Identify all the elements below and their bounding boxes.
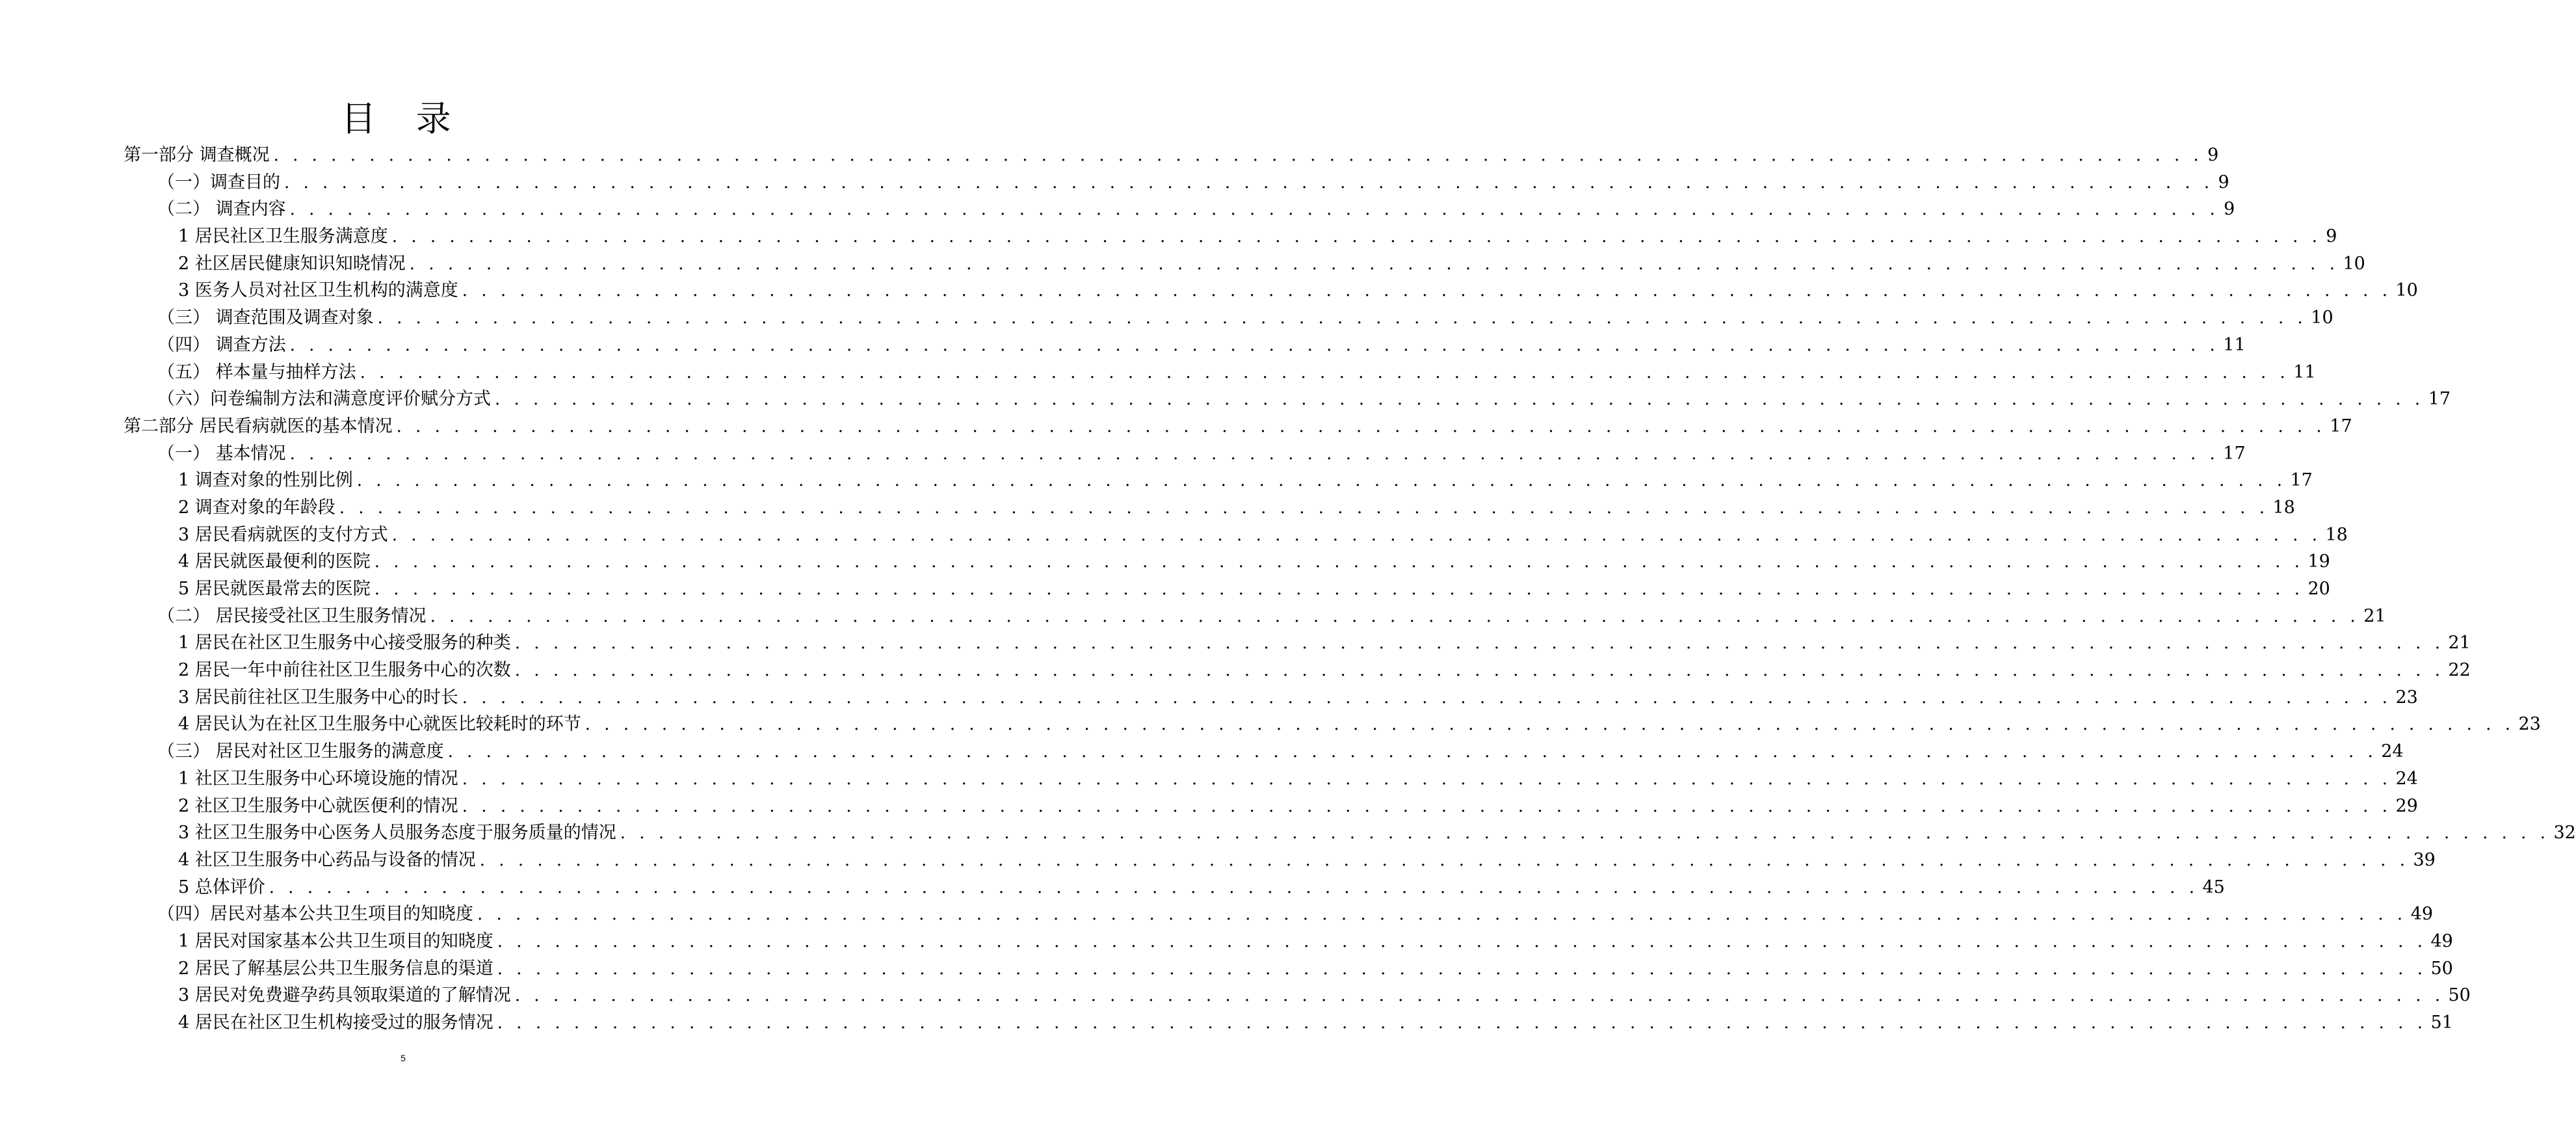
toc-entry-page: 24 bbox=[2395, 768, 2418, 789]
toc-entry[interactable] bbox=[124, 142, 2219, 169]
toc-entry-label: 2 居民一年中前往社区卫生服务中心的次数 bbox=[178, 660, 511, 681]
toc-entry-label: 1 居民社区卫生服务满意度 bbox=[178, 226, 388, 247]
toc-entry-label: 1 居民对国家基本公共卫生项目的知晓度 bbox=[178, 931, 493, 951]
toc-entry-label: 第二部分 居民看病就医的基本情况 bbox=[124, 416, 393, 436]
toc-dot-leader: . . . . . . . . . . . . . . . . . . . . . . . . . . . . . . . . . . . . . . . . . . . . . . . . . . . . . . . . . . . . . . . . . . . . . . . . . . . . . . . . . . . . . . . . . . . . . . . . . . . . . bbox=[289, 200, 2220, 220]
toc-dot-leader: . . . . . . . . . . . . . . . . . . . . . . . . . . . . . . . . . . . . . . . . . . . . . . . . . . . . . . . . . . . . . . . . . . . . . . . . . . . . . . . . . . . . . . . . . . . . . . . . . . . . . bbox=[514, 986, 2445, 1006]
toc-entry[interactable] bbox=[124, 196, 2235, 223]
toc-entry-label: 1 社区卫生服务中心环境设施的情况 bbox=[178, 768, 458, 789]
toc-entry-page: 45 bbox=[2202, 877, 2225, 897]
toc-entry-label: 1 调查对象的性别比例 bbox=[178, 470, 353, 491]
toc-entry[interactable] bbox=[124, 304, 2333, 332]
toc-entry-label: （一） 基本情况 bbox=[157, 443, 286, 464]
toc-entry[interactable] bbox=[124, 955, 2453, 983]
toc-entry-page: 21 bbox=[2448, 633, 2471, 654]
toc-dot-leader: . . . . . . . . . . . . . . . . . . . . . . . . . . . . . . . . . . . . . . . . . . . . . . . . . . . . . . . . . . . . . . . . . . . . . . . . . . . . . . . . . . . . . . . . . . . . . . . . . . . . . bbox=[377, 308, 2307, 328]
toc-entry[interactable] bbox=[124, 793, 2418, 820]
toc-entry[interactable] bbox=[124, 711, 2541, 738]
toc-entry-label: （六）问卷编制方法和满意度评价赋分方式 bbox=[157, 389, 491, 410]
toc-dot-leader: . . . . . . . . . . . . . . . . . . . . . . . . . . . . . . . . . . . . . . . . . . . . . . . . . . . . . . . . . . . . . . . . . . . . . . . . . . . . . . . . . . . . . . . . . . . . . . . . . . . . . bbox=[514, 661, 2445, 681]
toc-entry-page: 29 bbox=[2395, 795, 2418, 816]
toc-entry-label: 4 居民就医最便利的医院 bbox=[178, 551, 371, 572]
toc-entry-page: 9 bbox=[2207, 145, 2219, 165]
toc-entry-page: 49 bbox=[2430, 931, 2453, 951]
table-of-contents bbox=[124, 142, 2576, 1037]
toc-entry[interactable] bbox=[124, 765, 2418, 793]
toc-entry-label: 2 社区卫生服务中心就医便利的情况 bbox=[178, 795, 458, 816]
toc-dot-leader: . . . . . . . . . . . . . . . . . . . . . . . . . . . . . . . . . . . . . . . . . . . . . . . . . . . . . . . . . . . . . . . . . . . . . . . . . . . . . . . . . . . . . . . . . . . . . . . . . . . . . bbox=[477, 905, 2407, 925]
toc-entry-page: 39 bbox=[2413, 849, 2436, 870]
toc-entry-label: （五） 样本量与抽样方法 bbox=[157, 362, 356, 382]
toc-entry-page: 9 bbox=[2224, 199, 2235, 220]
toc-dot-leader: . . . . . . . . . . . . . . . . . . . . . . . . . . . . . . . . . . . . . . . . . . . . . . . . . . . . . . . . . . . . . . . . . . . . . . . . . . . . . . . . . . . . . . . . . . . . . . . . . . . . . bbox=[462, 687, 2392, 708]
toc-entry[interactable] bbox=[124, 738, 2404, 765]
toc-dot-leader: . . . . . . . . . . . . . . . . . . . . . . . . . . . . . . . . . . . . . . . . . . . . . . . . . . . . . . . . . . . . . . . . . . . . . . . . . . . . . . . . . . . . . . . . . . . . . . . . . . . . . bbox=[585, 715, 2515, 735]
toc-entry[interactable] bbox=[124, 494, 2295, 522]
toc-dot-leader: . . . . . . . . . . . . . . . . . . . . . . . . . . . . . . . . . . . . . . . . . . . . . . . . . . . . . . . . . . . . . . . . . . . . . . . . . . . . . . . . . . . . . . . . . . . . . . . . . . . . . bbox=[284, 172, 2214, 192]
toc-entry-label: 5 居民就医最常去的医院 bbox=[178, 579, 371, 599]
toc-dot-leader: . . . . . . . . . . . . . . . . . . . . . . . . . . . . . . . . . . . . . . . . . . . . . . . . . . . . . . . . . . . . . . . . . . . . . . . . . . . . . . . . . . . . . . . . . . . . . . . . . . . . . bbox=[462, 796, 2392, 816]
toc-entry[interactable] bbox=[124, 901, 2434, 928]
toc-entry[interactable] bbox=[124, 630, 2471, 657]
toc-entry[interactable] bbox=[124, 223, 2337, 250]
toc-entry-label: 第一部分 调查概况 bbox=[124, 145, 270, 165]
toc-entry[interactable] bbox=[124, 847, 2436, 874]
toc-entry-label: （三） 调查范围及调查对象 bbox=[157, 308, 374, 328]
toc-entry[interactable] bbox=[124, 359, 2316, 386]
toc-entry-label: 2 调查对象的年龄段 bbox=[178, 497, 335, 518]
toc-entry[interactable] bbox=[124, 277, 2418, 304]
toc-entry[interactable] bbox=[124, 467, 2313, 494]
toc-dot-leader: . . . . . . . . . . . . . . . . . . . . . . . . . . . . . . . . . . . . . . . . . . . . . . . . . . . . . . . . . . . . . . . . . . . . . . . . . . . . . . . . . . . . . . . . . . . . . . . . . . . . . bbox=[374, 579, 2304, 599]
toc-entry[interactable] bbox=[124, 928, 2453, 955]
toc-entry[interactable] bbox=[124, 1009, 2453, 1037]
toc-entry-page: 11 bbox=[2293, 362, 2316, 382]
toc-entry-label: 3 居民前往社区卫生服务中心的时长 bbox=[178, 687, 458, 708]
toc-dot-leader: . . . . . . . . . . . . . . . . . . . . . . . . . . . . . . . . . . . . . . . . . . . . . . . . . . . . . . . . . . . . . . . . . . . . . . . . . . . . . . . . . . . . . . . . . . . . . . . . . . . . . bbox=[495, 390, 2425, 410]
toc-dot-leader: . . . . . . . . . . . . . . . . . . . . . . . . . . . . . . . . . . . . . . . . . . . . . . . . . . . . . . . . . . . . . . . . . . . . . . . . . . . . . . . . . . . . . . . . . . . . . . . . . . . . . bbox=[430, 606, 2360, 626]
toc-entry[interactable] bbox=[124, 169, 2229, 196]
toc-entry[interactable] bbox=[124, 440, 2246, 468]
toc-entry-label: 5 总体评价 bbox=[178, 877, 265, 897]
toc-entry-page: 17 bbox=[2428, 389, 2451, 410]
toc-entry-page: 20 bbox=[2307, 579, 2330, 599]
toc-dot-leader: . . . . . . . . . . . . . . . . . . . . . . . . . . . . . . . . . . . . . . . . . . . . . . . . . . . . . . . . . . . . . . . . . . . . . . . . . . . . . . . . . . . . . . . . . . . . . . . . . . . . . bbox=[391, 525, 2322, 545]
toc-entry-page: 32 bbox=[2553, 823, 2576, 843]
toc-entry[interactable] bbox=[124, 603, 2386, 630]
toc-entry-label: （三） 居民对社区卫生服务的满意度 bbox=[157, 741, 444, 762]
toc-entry-page: 9 bbox=[2218, 172, 2229, 192]
toc-entry-label: 1 居民在社区卫生服务中心接受服务的种类 bbox=[178, 633, 511, 654]
toc-entry-label: 3 社区卫生服务中心医务人员服务态度于服务质量的情况 bbox=[178, 823, 616, 843]
toc-dot-leader: . . . . . . . . . . . . . . . . . . . . . . . . . . . . . . . . . . . . . . . . . . . . . . . . . . . . . . . . . . . . . . . . . . . . . . . . . . . . . . . . . . . . . . . . . . . . . . . . . . . . . bbox=[396, 416, 2326, 436]
toc-entry-page: 18 bbox=[2272, 497, 2295, 518]
toc-entry-page: 17 bbox=[2330, 416, 2352, 436]
toc-entry[interactable] bbox=[124, 522, 2348, 549]
toc-dot-leader: . . . . . . . . . . . . . . . . . . . . . . . . . . . . . . . . . . . . . . . . . . . . . . . . . . . . . . . . . . . . . . . . . . . . . . . . . . . . . . . . . . . . . . . . . . . . . . . . . . . . . bbox=[497, 1013, 2427, 1033]
toc-dot-leader: . . . . . . . . . . . . . . . . . . . . . . . . . . . . . . . . . . . . . . . . . . . . . . . . . . . . . . . . . . . . . . . . . . . . . . . . . . . . . . . . . . . . . . . . . . . . . . . . . . . . . bbox=[497, 959, 2427, 979]
toc-entry-label: （二） 调查内容 bbox=[157, 199, 286, 220]
toc-entry[interactable] bbox=[124, 386, 2451, 413]
toc-dot-leader: . . . . . . . . . . . . . . . . . . . . . . . . . . . . . . . . . . . . . . . . . . . . . . . . . . . . . . . . . . . . . . . . . . . . . . . . . . . . . . . . . . . . . . . . . . . . . . . . . . . . . bbox=[462, 769, 2392, 789]
toc-entry-page: 17 bbox=[2290, 470, 2313, 491]
page-number: 5 bbox=[401, 1053, 406, 1063]
toc-entry-label: 4 居民在社区卫生机构接受过的服务情况 bbox=[178, 1013, 493, 1033]
toc-dot-leader: . . . . . . . . . . . . . . . . . . . . . . . . . . . . . . . . . . . . . . . . . . . . . . . . . . . . . . . . . . . . . . . . . . . . . . . . . . . . . . . . . . . . . . . . . . . . . . . . . . . . . bbox=[269, 877, 2199, 897]
toc-entry-label: （四）居民对基本公共卫生项目的知晓度 bbox=[157, 904, 473, 925]
toc-dot-leader: . . . . . . . . . . . . . . . . . . . . . . . . . . . . . . . . . . . . . . . . . . . . . . . . . . . . . . . . . . . . . . . . . . . . . . . . . . . . . . . . . . . . . . . . . . . . . . . . . . . . . bbox=[620, 823, 2550, 843]
toc-entry[interactable] bbox=[124, 684, 2418, 711]
toc-entry-label: 4 居民认为在社区卫生服务中心就医比较耗时的环节 bbox=[178, 714, 581, 735]
toc-entry-label: 3 居民看病就医的支付方式 bbox=[178, 524, 388, 545]
toc-entry-page: 18 bbox=[2325, 524, 2348, 545]
toc-entry[interactable] bbox=[124, 874, 2225, 901]
toc-entry-page: 51 bbox=[2430, 1013, 2453, 1033]
toc-entry-page: 24 bbox=[2381, 741, 2404, 762]
toc-entry-page: 49 bbox=[2410, 904, 2434, 925]
toc-entry[interactable] bbox=[124, 657, 2471, 684]
toc-dot-leader: . . . . . . . . . . . . . . . . . . . . . . . . . . . . . . . . . . . . . . . . . . . . . . . . . . . . . . . . . . . . . . . . . . . . . . . . . . . . . . . . . . . . . . . . . . . . . . . . . . . . . bbox=[479, 850, 2410, 870]
toc-entry-page: 10 bbox=[2395, 280, 2418, 301]
toc-dot-leader: . . . . . . . . . . . . . . . . . . . . . . . . . . . . . . . . . . . . . . . . . . . . . . . . . . . . . . . . . . . . . . . . . . . . . . . . . . . . . . . . . . . . . . . . . . . . . . . . . . . . . bbox=[356, 471, 2287, 491]
toc-entry-page: 23 bbox=[2518, 714, 2541, 735]
toc-entry[interactable] bbox=[124, 332, 2246, 359]
toc-dot-leader: . . . . . . . . . . . . . . . . . . . . . . . . . . . . . . . . . . . . . . . . . . . . . . . . . . . . . . . . . . . . . . . . . . . . . . . . . . . . . . . . . . . . . . . . . . . . . . . . . . . . . bbox=[289, 444, 2220, 464]
toc-dot-leader: . . . . . . . . . . . . . . . . . . . . . . . . . . . . . . . . . . . . . . . . . . . . . . . . . . . . . . . . . . . . . . . . . . . . . . . . . . . . . . . . . . . . . . . . . . . . . . . . . . . . . bbox=[360, 362, 2290, 382]
toc-entry[interactable] bbox=[124, 819, 2576, 847]
toc-entry-page: 22 bbox=[2448, 660, 2471, 681]
page-title: 目 录 bbox=[341, 98, 466, 139]
toc-entry-label: 3 医务人员对社区卫生机构的满意度 bbox=[178, 280, 458, 301]
toc-entry-label: 2 居民了解基层公共卫生服务信息的渠道 bbox=[178, 958, 493, 979]
toc-entry[interactable] bbox=[124, 982, 2471, 1009]
toc-dot-leader: . . . . . . . . . . . . . . . . . . . . . . . . . . . . . . . . . . . . . . . . . . . . . . . . . . . . . . . . . . . . . . . . . . . . . . . . . . . . . . . . . . . . . . . . . . . . . . . . . . . . . bbox=[391, 227, 2322, 247]
toc-entry-page: 23 bbox=[2395, 687, 2418, 708]
toc-entry[interactable] bbox=[124, 413, 2352, 440]
toc-entry-page: 50 bbox=[2430, 958, 2453, 979]
toc-entry-page: 10 bbox=[2311, 308, 2333, 328]
toc-dot-leader: . . . . . . . . . . . . . . . . . . . . . . . . . . . . . . . . . . . . . . . . . . . . . . . . . . . . . . . . . . . . . . . . . . . . . . . . . . . . . . . . . . . . . . . . . . . . . . . . . . . . . bbox=[462, 281, 2392, 301]
toc-entry-label: （一）调查目的 bbox=[157, 172, 280, 192]
toc-entry-page: 11 bbox=[2223, 334, 2246, 355]
toc-dot-leader: . . . . . . . . . . . . . . . . . . . . . . . . . . . . . . . . . . . . . . . . . . . . . . . . . . . . . . . . . . . . . . . . . . . . . . . . . . . . . . . . . . . . . . . . . . . . . . . . . . . . . bbox=[514, 633, 2445, 654]
toc-dot-leader: . . . . . . . . . . . . . . . . . . . . . . . . . . . . . . . . . . . . . . . . . . . . . . . . . . . . . . . . . . . . . . . . . . . . . . . . . . . . . . . . . . . . . . . . . . . . . . . . . . . . . bbox=[447, 742, 2378, 762]
toc-entry[interactable] bbox=[124, 548, 2330, 576]
toc-entry[interactable] bbox=[124, 576, 2330, 603]
toc-entry-label: 4 社区卫生服务中心药品与设备的情况 bbox=[178, 849, 476, 870]
toc-entry-label: （四） 调查方法 bbox=[157, 334, 286, 355]
toc-dot-leader: . . . . . . . . . . . . . . . . . . . . . . . . . . . . . . . . . . . . . . . . . . . . . . . . . . . . . . . . . . . . . . . . . . . . . . . . . . . . . . . . . . . . . . . . . . . . . . . . . . . . . bbox=[339, 497, 2269, 518]
toc-dot-leader: . . . . . . . . . . . . . . . . . . . . . . . . . . . . . . . . . . . . . . . . . . . . . . . . . . . . . . . . . . . . . . . . . . . . . . . . . . . . . . . . . . . . . . . . . . . . . . . . . . . . . bbox=[273, 146, 2203, 165]
toc-dot-leader: . . . . . . . . . . . . . . . . . . . . . . . . . . . . . . . . . . . . . . . . . . . . . . . . . . . . . . . . . . . . . . . . . . . . . . . . . . . . . . . . . . . . . . . . . . . . . . . . . . . . . bbox=[374, 552, 2304, 572]
toc-entry-page: 19 bbox=[2307, 551, 2330, 572]
toc-entry-label: 3 居民对免费避孕药具领取渠道的了解情况 bbox=[178, 985, 511, 1006]
toc-entry-page: 50 bbox=[2448, 985, 2471, 1006]
toc-entry-label: （二） 居民接受社区卫生服务情况 bbox=[157, 605, 427, 626]
toc-dot-leader: . . . . . . . . . . . . . . . . . . . . . . . . . . . . . . . . . . . . . . . . . . . . . . . . . . . . . . . . . . . . . . . . . . . . . . . . . . . . . . . . . . . . . . . . . . . . . . . . . . . . . bbox=[409, 254, 2339, 274]
toc-entry-page: 10 bbox=[2343, 253, 2365, 274]
toc-entry-page: 17 bbox=[2223, 443, 2246, 464]
toc-entry[interactable] bbox=[124, 250, 2365, 278]
toc-dot-leader: . . . . . . . . . . . . . . . . . . . . . . . . . . . . . . . . . . . . . . . . . . . . . . . . . . . . . . . . . . . . . . . . . . . . . . . . . . . . . . . . . . . . . . . . . . . . . . . . . . . . . bbox=[289, 335, 2220, 355]
toc-entry-page: 9 bbox=[2326, 226, 2337, 247]
toc-entry-label: 2 社区居民健康知识知晓情况 bbox=[178, 253, 406, 274]
toc-dot-leader: . . . . . . . . . . . . . . . . . . . . . . . . . . . . . . . . . . . . . . . . . . . . . . . . . . . . . . . . . . . . . . . . . . . . . . . . . . . . . . . . . . . . . . . . . . . . . . . . . . . . . bbox=[497, 931, 2427, 951]
toc-entry-page: 21 bbox=[2363, 605, 2386, 626]
